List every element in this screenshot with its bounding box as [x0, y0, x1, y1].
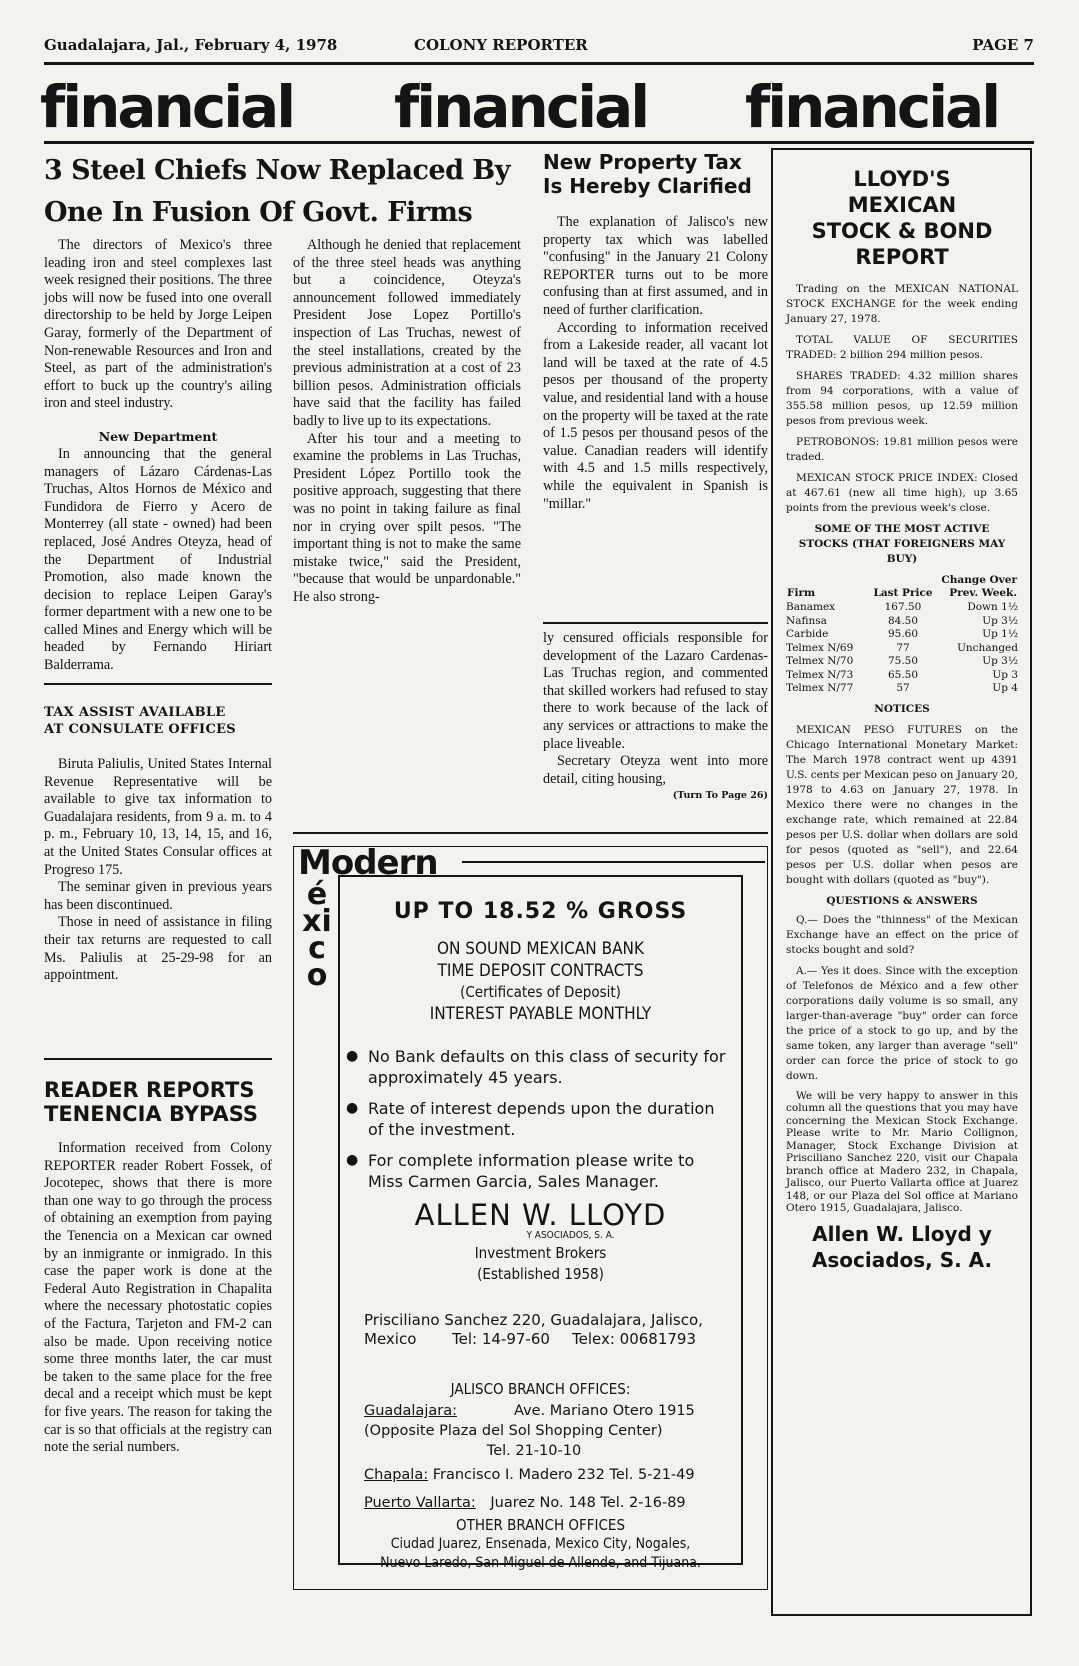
dateline: Guadalajara, Jal., February 4, 1978: [44, 36, 338, 54]
logo-vertical-word: éxico: [302, 877, 332, 993]
steel-headline-line1: 3 Steel Chiefs Now Replaced By: [44, 155, 510, 186]
column-rule-bottom: [771, 1614, 1032, 1616]
ad-branch-address: Ave. Mariano Otero 1915: [514, 1403, 695, 1419]
stock-firm: Nafinsa: [786, 614, 827, 627]
stock-last-price: 95.60: [887, 628, 919, 640]
lloyd-signature-line: Asociados, S. A.: [811, 1247, 993, 1272]
bullet-dot-icon: ●: [346, 1048, 359, 1064]
steel-article-col2: [293, 237, 521, 606]
tenencia-paragraph: Information received from Colony REPORTER reader Robert Fossek, of Jocotepec, shows that there is more than one way to go through the process of obtaining an exemption from paying the Tenencia on a Mexican car owned by an inmigrante or inmigrado. In this case the paper work is done at the Federal Auto Registration in Chapalita where the necessary photostatic copies of the Factura, Tarjeton and FM-2 can also be made. Upon receiving notice some three months later, the car must be taken to the same place for the free decal and a receipt which must be kept for five years. The reason for taking the car is so that officials at the registry can note the serial numbers.: [44, 1140, 272, 1456]
lloyd-report: [786, 166, 1018, 1273]
stock-firm: Telmex N/73: [786, 668, 854, 681]
section-flag-1: financial: [40, 73, 294, 141]
ad-company-name: ALLEN W. LLOYD: [414, 1198, 667, 1232]
steel-paragraph: Although he denied that replacement of the three steel heads was anything but a coincidence, Oteyza's announcement followed immediately President Jose Lopez Portillo's inspection of Las Truchas, newest of the steel installations, created by the previous administration at a cost of 23 billion pesos. Administration officials have said that the facility has failed badly to live up to its expectations.: [293, 237, 521, 429]
tax-paragraph: Those in need of assistance in filing their tax returns are requested to call Ms. Paliulis at 25-29-98 for an appointment.: [44, 914, 272, 984]
tax-paragraph: The seminar given in previous years has been discontinued.: [44, 879, 272, 913]
stock-table-header: [786, 573, 1018, 601]
property-headline-line1: New Property Tax: [543, 150, 742, 174]
lloyd-paragraph: MEXICAN PESO FUTURES on the Chicago International Monetary Market: The March 1978 contract went up 4391 U.S. cents per Mexican peso on January 20, 1978 to 4.63 on January 27, 1978. In Mexico there were no changes in the exchange rate, which remained at 22.84 pesos per U.S. dollar when dollars are sold for pesos (quoted as "sell"), and 22.64 pesos per U.S. dollar when pesos are bought with dollars (quoted as "buy").: [786, 723, 1018, 886]
tax-headline-line1: TAX ASSIST AVAILABLE: [44, 705, 226, 720]
ad-bullet-text: No Bank defaults on this class of security for approximately 45 years.: [368, 1047, 726, 1087]
steel-paragraph: In announcing that the general managers of Lázaro Cárdenas-Las Truchas, Altos Hornos de México and Fundidora de Fierro y Acero de Monterrey (all state - owned) had been replaced, José Andres Oteyza, head of the Department of Industrial Promotion, also made known the decision to replace Leipen Garay's former department with a new one to be called Mines and Energy which will be headed by Fernando Hiriart Balderrama.: [44, 445, 272, 674]
lloyd-qa-heading: QUESTIONS & ANSWERS: [826, 894, 978, 907]
ad-established: (Established 1958): [477, 1265, 604, 1283]
stock-firm: Carbide: [786, 628, 829, 640]
ad-branch-gdl: [364, 1401, 704, 1421]
lloyd-notices-heading: NOTICES: [874, 702, 930, 715]
ad-other-list: Nuevo Laredo, San Miguel de Allende, and Tijuana.: [380, 1555, 701, 1571]
stock-change: Up 3: [992, 668, 1018, 681]
ad-line: TIME DEPOSIT CONTRACTS: [437, 961, 644, 981]
steel-paragraph: Secretary Oteyza went into more detail, citing housing,: [543, 753, 768, 787]
ad-bullet: [346, 1046, 731, 1088]
flag-rule: [44, 141, 1034, 144]
stock-firm: Telmex N/70: [786, 655, 854, 667]
stock-last-price: 75.50: [887, 655, 919, 667]
ad-bullet-text: Rate of interest depends upon the duration of the investment.: [368, 1099, 715, 1139]
ad-line: INTEREST PAYABLE MONTHLY: [429, 1004, 652, 1024]
ad-bullet-text: For complete information please write to Miss Carmen Garcia, Sales Manager.: [368, 1151, 695, 1191]
column-rule: [44, 1058, 272, 1060]
newspaper-name: COLONY REPORTER: [414, 36, 588, 54]
ad-branch-label: Chapala:: [364, 1467, 429, 1483]
steel-article-col1: [44, 237, 272, 674]
stock-last-price: 57: [896, 682, 910, 694]
lloyd-signature-line: Allen W. Lloyd y: [812, 1221, 992, 1246]
stock-table: [786, 573, 1018, 696]
section-flag-2: financial: [394, 73, 648, 141]
ad-branch-label: Puerto Vallarta:: [364, 1495, 476, 1511]
steel-paragraph: ly censured officials responsible for development of the Lazaro Cardenas-Las Truchas region, and commented that skilled workers had refused to stay there to work because of the lack of any services or attractions to make the place liveable.: [543, 630, 768, 752]
folio-rule: [44, 62, 1034, 65]
lloyd-paragraph: PETROBONOS: 19.81 million pesos were traded.: [786, 436, 1018, 463]
stock-firm: Telmex N/77: [786, 682, 854, 694]
ad-branch-address: (Opposite Plaza del Sol Shopping Center): [364, 1423, 663, 1439]
ad-brokers: Investment Brokers: [474, 1244, 607, 1262]
lloyd-title-line: MEXICAN: [847, 193, 957, 217]
property-paragraph: According to information received from a Lakeside reader, all vacant lot land will be taxed at the rate of 4.5 pesos per thousand of the property value, and residential land with a house on the property will be taxed at the rate of 1.5 pesos per thousand pesos of the value. Canadian readers will identify with 4.5 and 1.5 mills respectively, while the equivalent in Spanish is "millar.": [543, 319, 768, 512]
lloyd-title-line: REPORT: [855, 245, 949, 269]
modern-mexico-logo: Modern: [298, 843, 438, 883]
lloyd-answer: A.— Yes it does. Since with the exception of Telefonos de México and a few other corporations daily volume is so small, any larger-than-average "buy" order can force the price of a stock to go up, and by the same token, any larger than average "sell" order can force the price of stock to go down.: [786, 964, 1018, 1082]
ad-telex: Telex: 00681793: [572, 1330, 697, 1348]
stock-change: Unchanged: [957, 641, 1018, 654]
column-rule: [543, 622, 768, 624]
ad-branch-address: Juarez No. 148 Tel. 2-16-89: [490, 1495, 686, 1511]
stock-table-row: [786, 615, 1018, 629]
ad-address-city: Mexico: [364, 1330, 417, 1348]
tenencia-headline: [44, 1078, 272, 1126]
column-header-last-price: Last Price: [873, 587, 933, 599]
stock-change: Up 3½: [982, 614, 1018, 627]
stock-table-row: [786, 601, 1018, 615]
stock-last-price: 77: [896, 641, 910, 654]
folio-line: [44, 36, 1034, 56]
stock-table-row: [786, 655, 1018, 669]
ad-branch-tel: Tel. 21-10-10: [486, 1443, 582, 1459]
stock-table-row: [786, 669, 1018, 683]
steel-headline: [44, 150, 534, 234]
lloyd-paragraph: TOTAL VALUE OF SECURITIES TRADED: 2 billion 294 million pesos.: [786, 334, 1018, 361]
bullet-dot-icon: ●: [346, 1100, 359, 1116]
ad-address-line: Prisciliano Sanchez 220, Guadalajara, Jalisco,: [364, 1311, 703, 1329]
stock-table-row: [786, 628, 1018, 642]
tax-assist-article: [44, 704, 272, 985]
ad-other-list: Ciudad Juarez, Ensenada, Mexico City, Nogales,: [390, 1536, 691, 1552]
ad-bullet: [346, 1098, 731, 1140]
column-rule: [44, 683, 272, 685]
ad-address-line2: [364, 1330, 741, 1349]
ad-address: [364, 1311, 741, 1349]
ad-company-sub: Y ASOCIADOS, S. A.: [526, 1230, 615, 1241]
page-number: PAGE 7: [972, 36, 1034, 54]
stock-change: Up 1½: [982, 628, 1018, 640]
tenencia-headline-line2: TENENCIA BYPASS: [44, 1102, 259, 1126]
stock-firm: Banamex: [786, 601, 836, 613]
stock-firm: Telmex N/69: [786, 641, 854, 654]
steel-paragraph: After his tour and a meeting to examine the problems in Las Truchas, President López Portillo took the positive approach, suggesting that there was no point in taking failure as final nor in crying over spilt pesos. "The important thing is not to make the same mistake twice," said the President, "because that would be unpardonable." He also strong-: [293, 430, 521, 605]
lloyd-body: [786, 282, 1018, 1215]
property-article: [543, 150, 768, 513]
stock-change: Up 4: [992, 682, 1018, 694]
lloyd-table-title: SOME OF THE MOST ACTIVE STOCKS (THAT FOREIGNERS MAY BUY): [798, 523, 1006, 565]
stock-table-row: [786, 642, 1018, 656]
column-rule-vertical: [771, 148, 773, 1616]
steel-article-col3: [543, 630, 768, 801]
property-headline: [543, 150, 768, 198]
section-flag-3: financial: [745, 73, 999, 141]
lloyd-title-line: LLOYD'S: [853, 167, 951, 191]
stock-last-price: 65.50: [887, 668, 919, 681]
property-paragraph: The explanation of Jalisco's new property tax which was labelled "confusing" in the January 21 Colony REPORTER turns out to be more confusing than at first assumed, and in need of further clarification.: [543, 214, 768, 318]
tax-headline-line2: AT CONSULATE OFFICES: [44, 722, 236, 737]
lloyd-title: [786, 166, 1018, 270]
ad-line: ON SOUND MEXICAN BANK: [436, 939, 645, 959]
ad-branch-title: JALISCO BRANCH OFFICES:: [450, 1380, 631, 1398]
ad-branch-label: Guadalajara:: [364, 1403, 457, 1419]
column-header-change: Change Over Prev. Week.: [941, 574, 1017, 599]
property-headline-line2: Is Hereby Clarified: [543, 174, 752, 198]
tenencia-headline-line1: READER REPORTS: [44, 1078, 255, 1102]
ad-top-rule: [293, 832, 768, 834]
ad-bullet: [346, 1150, 731, 1192]
logo-rule: [462, 861, 765, 863]
tax-paragraph: Biruta Paliulis, United States Internal Revenue Representative will be available to give tax information to Guadalajara residents, from 9 a. m. to 4 p. m., February 10, 13, 14, 15, and 16, at the United States Consular offices at Progreso 175.: [44, 756, 272, 878]
stock-change: Up 3½: [982, 655, 1018, 667]
stock-last-price: 167.50: [884, 601, 922, 613]
column-rule-vertical: [1030, 148, 1032, 1616]
tax-headline: [44, 704, 272, 738]
stock-table-row: [786, 682, 1018, 696]
lloyd-title-line: STOCK & BOND: [811, 219, 993, 243]
lloyd-paragraph: Trading on the MEXICAN NATIONAL STOCK EXCHANGE for the week ending January 27, 1978.: [786, 283, 1018, 325]
investment-ad: [293, 843, 768, 1590]
steel-subhead: New Department: [98, 428, 218, 444]
lloyd-paragraph: SHARES TRADED: 4.32 million shares from 94 corporations, with a value of 355.58 million pesos, up 12.59 million pesos from previous week.: [786, 370, 1018, 427]
ad-branch-pv: [364, 1493, 704, 1513]
steel-paragraph: The directors of Mexico's three leading iron and steel complexes last week resigned their positions. The three jobs will now be fused into one overall directorship to be held by Jorge Leipen Garay, formerly of the Department of Non-renewable Resources and Iron and Steel, as part of the administration's effort to buck up the country's ailing iron and steel industry.: [44, 237, 272, 412]
stock-last-price: 84.50: [887, 614, 919, 627]
ad-inner-frame: [338, 875, 743, 1571]
stock-change: Down 1½: [967, 601, 1018, 613]
ad-bullet-list: [340, 1046, 731, 1192]
ad-line: (Certificates of Deposit): [460, 983, 621, 1001]
ad-branch-list: [364, 1401, 704, 1513]
tenencia-article: [44, 1078, 272, 1457]
ad-headline: UP TO 18.52 % GROSS: [393, 899, 688, 924]
steel-headline-line2: One In Fusion Of Govt. Firms: [44, 197, 473, 228]
ad-other-title: OTHER BRANCH OFFICES: [455, 1516, 626, 1534]
ad-branch-address: Francisco I. Madero 232 Tel. 5-21-49: [432, 1467, 695, 1483]
ad-telephone: Tel: 14-97-60: [452, 1330, 550, 1348]
lloyd-paragraph: MEXICAN STOCK PRICE INDEX: Closed at 467.61 (new all time high), up 3.65 points from the previous week's close.: [786, 472, 1018, 514]
column-header-firm: Firm: [787, 587, 816, 599]
ad-branch-chapala: [364, 1465, 704, 1485]
lloyd-signature: [786, 1221, 1018, 1273]
bullet-dot-icon: ●: [346, 1152, 359, 1168]
jump-line: (Turn To Page 26): [672, 790, 768, 802]
lloyd-paragraph: We will be very happy to answer in this column all the questions that you may have concerning the Mexican Stock Exchange. Please write to Mr. Mario Collignon, Manager, Stock Exchange Division at Prisciliano Sanchez 220, visit our Chapala branch office at Madero 232, in Chapala, Jalisco, our Puerto Vallarta office at Juarez 148, or our Plaza del Sol office at Mariano Otero 1915, Guadalajara, Jalisco.: [786, 1089, 1018, 1214]
lloyd-question: Q.— Does the "thinness" of the Mexican Exchange have an effect on the price of stocks bought and sold?: [786, 913, 1018, 956]
column-rule-top: [771, 148, 1032, 150]
